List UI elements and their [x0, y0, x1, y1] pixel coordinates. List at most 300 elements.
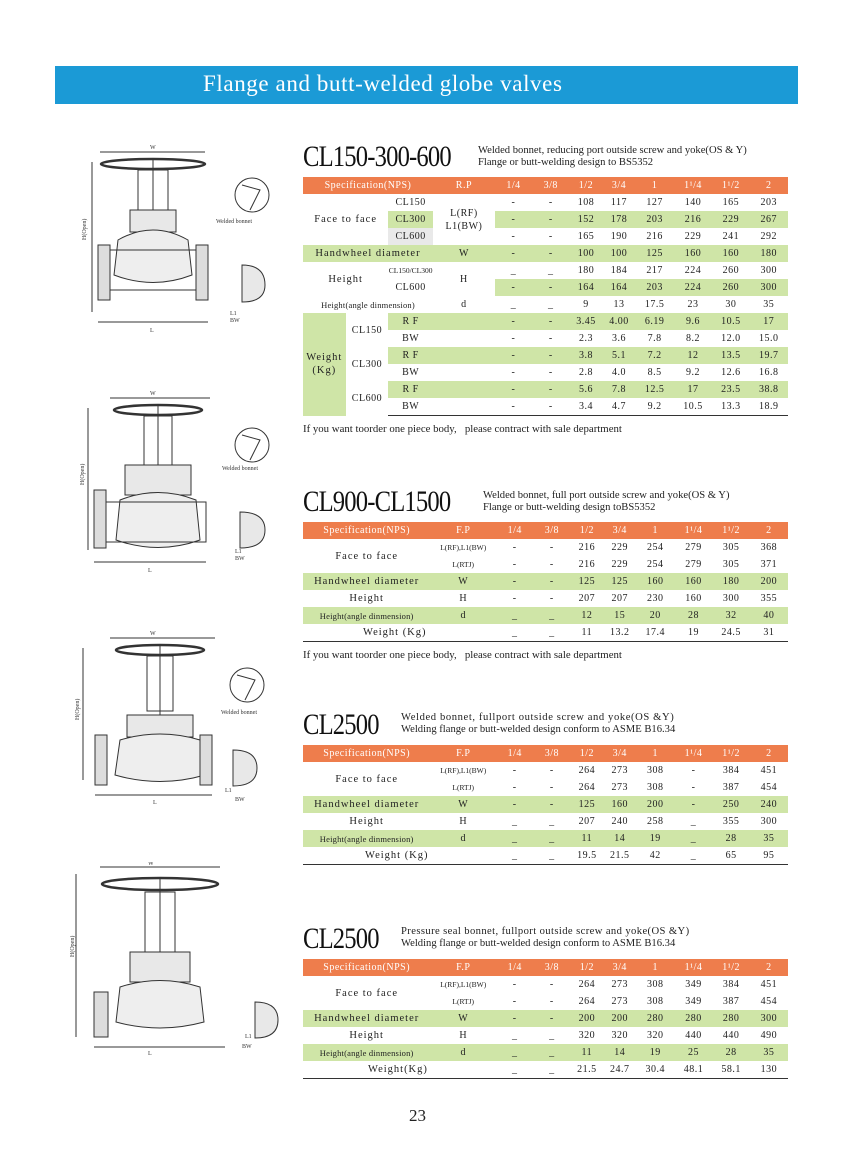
table-cell: 454	[760, 996, 778, 1007]
table-cell: -	[548, 333, 553, 344]
table-cell: 164	[577, 282, 595, 293]
table-cell: -	[511, 248, 516, 259]
table-cell: -	[691, 765, 696, 776]
table-cell: 65	[713, 847, 750, 865]
section-cl2500-pressure-seal	[303, 922, 788, 1082]
dim-h-label: H(Open)	[82, 218, 88, 240]
table-cell: Weight (Kg)	[303, 313, 346, 416]
model-title: CL2500	[303, 708, 379, 741]
table-cell: 320	[647, 1030, 664, 1041]
table-cell: 280	[647, 1013, 664, 1024]
table-cell: 1¹/4	[674, 522, 712, 539]
table-cell: 11	[581, 1047, 593, 1058]
section-cl900-1500	[303, 485, 788, 645]
table-cell: 2	[750, 177, 789, 194]
table-cell: 1/2	[569, 177, 602, 194]
page-title: Flange and butt-welded globe valves	[203, 71, 563, 96]
table-cell: R.P	[433, 177, 495, 194]
table-cell: 16.8	[759, 367, 779, 378]
table-cell: 21.5	[570, 1061, 603, 1079]
table-cell: 308	[647, 782, 664, 793]
table-row	[303, 796, 788, 813]
table-cell: _	[549, 1047, 555, 1058]
table-cell: 4.0	[611, 367, 626, 378]
table-cell: 264	[578, 765, 596, 776]
table-cell: F.P	[430, 745, 496, 762]
table-cell: _	[533, 847, 570, 865]
table-cell: 254	[647, 542, 664, 553]
table-cell: -	[495, 398, 532, 416]
order-note-2: If you want toorder one piece body, please contract with sale department	[303, 649, 622, 661]
table-cell: Height(angle dinmension)	[319, 610, 414, 621]
table-cell: CL300	[388, 211, 433, 228]
table-cell: CL600	[388, 228, 433, 245]
table-cell: 320	[578, 1030, 596, 1041]
table-cell: 140	[684, 197, 702, 208]
description-line-2: Flange or butt-welding design to BS5352	[478, 157, 654, 168]
table-cell: 35	[763, 833, 775, 844]
table-cell: 308	[647, 996, 664, 1007]
table-cell: 258	[647, 816, 664, 827]
table-cell: -	[511, 384, 516, 395]
table-cell: 100	[577, 248, 595, 259]
table-cell: 35	[763, 1047, 775, 1058]
table-cell: d	[460, 610, 466, 621]
table-cell: _	[690, 833, 697, 844]
table-cell: 15	[614, 610, 626, 621]
table-cell: -	[511, 367, 516, 378]
table-cell: 371	[760, 559, 778, 570]
spec-table	[303, 522, 788, 642]
table-cell: _	[511, 1030, 518, 1041]
table-row	[303, 296, 788, 313]
table-cell: 1	[636, 959, 674, 976]
table-cell: -	[511, 231, 516, 242]
table-cell: 1	[635, 177, 673, 194]
description-line-2: Welding flange or butt-welded design conform to ASME B16.34	[401, 724, 676, 735]
table-row	[303, 624, 788, 642]
table-cell: -	[548, 367, 553, 378]
table-cell: 384	[722, 765, 740, 776]
svg-text:W: W	[148, 862, 154, 867]
model-title: CL150-300-600	[303, 140, 451, 173]
section-cl150-600	[303, 140, 788, 440]
table-cell: 2	[750, 959, 788, 976]
table-cell: 273	[611, 782, 628, 793]
table-cell: L(RF),L1(BW)	[440, 980, 487, 989]
table-cell: -	[512, 765, 517, 776]
table-cell: Height(angle dinmension)	[319, 833, 414, 844]
table-cell: -	[512, 782, 517, 793]
table-cell: 12.6	[721, 367, 741, 378]
table-cell: F.P	[430, 522, 496, 539]
valve-drawing-2	[80, 390, 290, 580]
table-cell: Specification(NPS)	[303, 745, 430, 762]
table-cell: -	[512, 593, 517, 604]
table-cell: 11	[581, 833, 593, 844]
table-cell: 12	[687, 350, 699, 361]
table-cell: 260	[722, 282, 740, 293]
table-row	[303, 245, 788, 262]
table-cell: 117	[610, 197, 628, 208]
table-cell: -	[549, 996, 554, 1007]
table-cell: F.P	[430, 959, 496, 976]
table-cell: 200	[611, 1013, 628, 1024]
table-cell: 2.3	[578, 333, 593, 344]
table-cell: 267	[760, 214, 777, 225]
table-cell: 15.0	[759, 333, 779, 344]
table-cell: Specification(NPS)	[303, 522, 430, 539]
table-cell: Face to face	[335, 550, 399, 562]
description-line-1: Welded bonnet, fullport outside screw and yoke(OS &Y)	[401, 712, 675, 723]
table-cell: R F	[388, 313, 433, 330]
table-cell: 300	[722, 593, 740, 604]
table-cell: 180	[760, 248, 777, 259]
table-cell: 264	[578, 979, 596, 990]
table-row	[303, 847, 788, 865]
table-cell: Height	[303, 262, 388, 296]
table-cell: 13	[613, 299, 625, 310]
table-cell: 24.5	[713, 624, 750, 642]
order-note-1: If you want toorder one piece body, please contract with sale department	[303, 423, 622, 435]
table-cell: 48.1	[674, 1061, 712, 1079]
table-cell: 216	[578, 559, 596, 570]
table-cell: R F	[402, 384, 419, 395]
table-cell: 160	[647, 576, 664, 587]
table-cell: 264	[578, 782, 596, 793]
table-cell: _	[511, 1047, 518, 1058]
table-cell: 108	[577, 197, 595, 208]
table-cell: 19.5	[570, 847, 603, 865]
table-cell: 9.6	[686, 316, 701, 327]
table-cell: 1/2	[570, 522, 603, 539]
table-row	[303, 762, 788, 779]
table-cell: H	[433, 262, 495, 296]
table-row	[303, 381, 788, 398]
table-cell: 130	[750, 1061, 788, 1079]
svg-text:H(Open): H(Open)	[70, 935, 76, 957]
table-cell: 3/4	[603, 745, 636, 762]
table-cell: 490	[760, 1030, 778, 1041]
table-cell: -	[691, 799, 696, 810]
spec-table	[303, 745, 788, 865]
table-cell: 13.2	[603, 624, 636, 642]
table-cell: 3.45	[576, 316, 596, 327]
section-cl2500-welded	[303, 708, 788, 868]
table-cell: 224	[684, 282, 702, 293]
table-cell: Height	[349, 816, 384, 827]
table-cell: 42	[636, 847, 674, 865]
table-cell: Face to face	[303, 194, 388, 245]
table-cell: Height(angle dinmension)	[319, 1047, 414, 1058]
table-cell: -	[691, 782, 696, 793]
table-cell: 31	[750, 624, 788, 642]
table-cell: 368	[760, 542, 778, 553]
table-cell: 6.19	[644, 316, 665, 327]
table-cell: 203	[760, 197, 777, 208]
table-cell: CL600	[346, 381, 389, 416]
table-cell: 229	[611, 542, 628, 553]
table-cell: 180	[577, 265, 595, 276]
table-cell: 440	[722, 1030, 740, 1041]
table-row	[303, 1010, 788, 1027]
table-row	[303, 262, 788, 279]
table-cell: 2	[750, 522, 788, 539]
table-cell: _	[533, 1061, 570, 1079]
table-cell: Weight (Kg)	[303, 624, 496, 642]
table-cell: _	[549, 610, 555, 621]
table-cell: 320	[611, 1030, 628, 1041]
table-cell: -	[548, 316, 553, 327]
table-cell: _	[549, 816, 555, 827]
svg-text:L: L	[153, 800, 157, 806]
table-cell: BW	[402, 367, 420, 378]
table-cell: _	[496, 624, 533, 642]
table-cell: 229	[611, 559, 628, 570]
table-row	[303, 830, 788, 847]
table-cell: _	[533, 624, 570, 642]
table-cell: H	[459, 1030, 468, 1041]
table-cell: _	[549, 833, 555, 844]
table-cell: 19	[649, 1047, 661, 1058]
table-cell: 349	[685, 996, 702, 1007]
table-cell: -	[511, 316, 516, 327]
table-cell: Weight(Kg)	[303, 1061, 496, 1079]
table-cell: 305	[722, 542, 740, 553]
table-cell: Handwheel diameter	[314, 576, 420, 587]
table-cell: 3/4	[602, 177, 635, 194]
table-cell: CL150/CL300	[388, 262, 433, 279]
table-row	[303, 573, 788, 590]
svg-text:L: L	[148, 568, 152, 574]
table-row	[303, 607, 788, 624]
table-cell	[433, 347, 495, 364]
table-cell: Weight (Kg)	[303, 847, 496, 865]
table-cell: 9	[583, 299, 589, 310]
table-cell: 5.6	[578, 384, 593, 395]
table-cell: _	[496, 1061, 533, 1079]
table-cell: 165	[577, 231, 595, 242]
table-cell: 279	[685, 559, 702, 570]
table-cell: 12.5	[644, 384, 665, 395]
table-cell: -	[549, 782, 554, 793]
table-cell: 24.7	[603, 1061, 636, 1079]
table-row	[303, 976, 788, 993]
table-cell: -	[512, 542, 517, 553]
table-cell: 384	[722, 979, 740, 990]
table-cell: -	[512, 559, 517, 570]
table-cell: _	[674, 847, 712, 865]
table-cell: 300	[760, 265, 777, 276]
svg-text:L1: L1	[225, 788, 232, 794]
table-cell: 230	[647, 593, 664, 604]
table-cell: W	[458, 248, 469, 259]
table-cell: 13.3	[712, 398, 749, 416]
table-cell: 28	[725, 1047, 737, 1058]
svg-text:BW: BW	[235, 556, 245, 562]
table-cell: W	[458, 799, 469, 810]
table-cell: -	[512, 1013, 517, 1024]
table-cell: -	[512, 799, 517, 810]
table-cell: 216	[684, 214, 702, 225]
table-cell: Handwheel diameter	[315, 248, 421, 259]
svg-text:L: L	[148, 1051, 152, 1057]
table-cell: 35	[763, 299, 775, 310]
table-cell: 3/4	[603, 959, 636, 976]
table-cell: 3/4	[603, 522, 636, 539]
table-cell: 160	[685, 593, 702, 604]
table-cell: 300	[760, 282, 777, 293]
table-row	[303, 194, 788, 211]
valve-drawing-3	[75, 630, 290, 810]
table-cell	[433, 398, 495, 416]
table-cell: 38.8	[759, 384, 779, 395]
table-cell: 7.2	[647, 350, 662, 361]
table-cell: 273	[611, 996, 628, 1007]
table-cell: Handwheel diameter	[314, 799, 420, 810]
table-cell: 11	[570, 624, 603, 642]
table-cell: 100	[610, 248, 628, 259]
table-cell: 1/2	[570, 745, 603, 762]
table-cell: BW	[402, 333, 420, 344]
valve-drawing-4	[70, 862, 290, 1057]
svg-text:Welded bonnet: Welded bonnet	[222, 466, 259, 472]
table-cell: 1/2	[570, 959, 603, 976]
table-row	[303, 1044, 788, 1061]
table-cell: 203	[646, 214, 663, 225]
table-cell: 280	[722, 1013, 740, 1024]
table-cell: -	[511, 282, 516, 293]
svg-text:Welded bonnet: Welded bonnet	[221, 710, 258, 716]
table-cell: -	[548, 282, 553, 293]
table-cell: 207	[578, 593, 596, 604]
table-cell: 17.4	[636, 624, 674, 642]
table-cell: 3/8	[533, 959, 570, 976]
table-cell: 440	[685, 1030, 702, 1041]
table-cell: 387	[722, 996, 740, 1007]
table-cell: 160	[684, 248, 702, 259]
table-cell: 30	[725, 299, 737, 310]
table-cell: 125	[646, 248, 663, 259]
table-cell: 229	[684, 231, 702, 242]
table-cell: -	[549, 1013, 554, 1024]
table-cell: H	[459, 593, 468, 604]
table-cell: 160	[611, 799, 628, 810]
page-number: 23	[409, 1106, 426, 1125]
table-cell: 3.6	[611, 333, 626, 344]
table-cell	[433, 364, 495, 381]
table-cell: 1/4	[495, 177, 532, 194]
table-cell: 300	[760, 816, 778, 827]
dim-w-label: W	[150, 145, 156, 151]
table-cell: 3.4	[569, 398, 602, 416]
svg-text:BW: BW	[235, 797, 245, 803]
svg-text:H(Open): H(Open)	[75, 698, 81, 720]
table-cell: _	[511, 816, 518, 827]
table-cell: 40	[763, 610, 775, 621]
table-cell: 19.7	[759, 350, 779, 361]
table-cell: 200	[647, 799, 664, 810]
table-cell: 160	[685, 576, 702, 587]
table-cell: W	[458, 576, 469, 587]
table-cell: W	[458, 1013, 469, 1024]
table-cell: -	[549, 542, 554, 553]
svg-text:H(Open): H(Open)	[80, 463, 86, 485]
table-cell: d	[461, 299, 467, 310]
table-cell: 241	[722, 231, 740, 242]
table-cell: Face to face	[335, 987, 399, 999]
table-cell: d	[460, 833, 466, 844]
table-cell: 3/8	[532, 177, 569, 194]
svg-text:L1: L1	[235, 549, 242, 555]
table-cell: 19	[674, 624, 712, 642]
table-cell: H	[459, 816, 468, 827]
table-cell: 8.2	[686, 333, 701, 344]
table-cell: 200	[760, 576, 778, 587]
table-cell: 95	[750, 847, 788, 865]
table-cell: Face to face	[335, 773, 399, 785]
table-cell: _	[690, 816, 697, 827]
table-cell: 180	[722, 576, 740, 587]
table-cell: -	[548, 214, 553, 225]
table-cell: 240	[760, 799, 778, 810]
table-cell: 19	[649, 833, 661, 844]
table-cell: 14	[614, 833, 626, 844]
table-cell: 58.1	[713, 1061, 750, 1079]
table-cell: Specification(NPS)	[303, 177, 433, 194]
table-cell: L(RTJ)	[452, 560, 475, 569]
table-cell: 387	[722, 782, 740, 793]
table-cell: 3.8	[578, 350, 593, 361]
table-cell: 8.5	[647, 367, 662, 378]
table-cell: -	[548, 350, 553, 361]
table-cell	[433, 313, 495, 330]
table-cell: 1¹/4	[674, 177, 712, 194]
table-cell: 164	[610, 282, 628, 293]
table-cell: -	[549, 576, 554, 587]
table-cell: 1/4	[496, 522, 533, 539]
table-cell: 454	[760, 782, 778, 793]
table-cell: Handwheel diameter	[314, 1013, 420, 1024]
table-cell: 260	[722, 265, 740, 276]
table-cell: 254	[647, 559, 664, 570]
table-cell: 7.8	[647, 333, 662, 344]
table-cell: 178	[610, 214, 628, 225]
table-cell: _	[511, 610, 518, 621]
dim-bw-label: BW	[230, 318, 240, 324]
table-cell: 292	[760, 231, 777, 242]
table-cell: 355	[722, 816, 740, 827]
table-cell: L(RF),L1(BW)	[440, 543, 487, 552]
table-cell: 1¹/2	[713, 745, 750, 762]
table-cell: -	[548, 197, 553, 208]
svg-text:L1: L1	[245, 1034, 252, 1040]
table-cell: 264	[578, 996, 596, 1007]
table-cell: 160	[722, 248, 740, 259]
table-cell: 300	[760, 1013, 778, 1024]
model-title: CL2500	[303, 922, 379, 955]
table-cell: -	[549, 799, 554, 810]
table-cell: -	[548, 248, 553, 259]
table-cell: 13.5	[721, 350, 741, 361]
table-cell: 7.8	[611, 384, 626, 395]
table-cell: Specification(NPS)	[303, 959, 430, 976]
table-cell: -	[512, 979, 517, 990]
table-cell: _	[511, 833, 518, 844]
table-cell: 1¹/2	[713, 959, 750, 976]
table-cell: 184	[610, 265, 628, 276]
table-cell: 4.7	[602, 398, 635, 416]
